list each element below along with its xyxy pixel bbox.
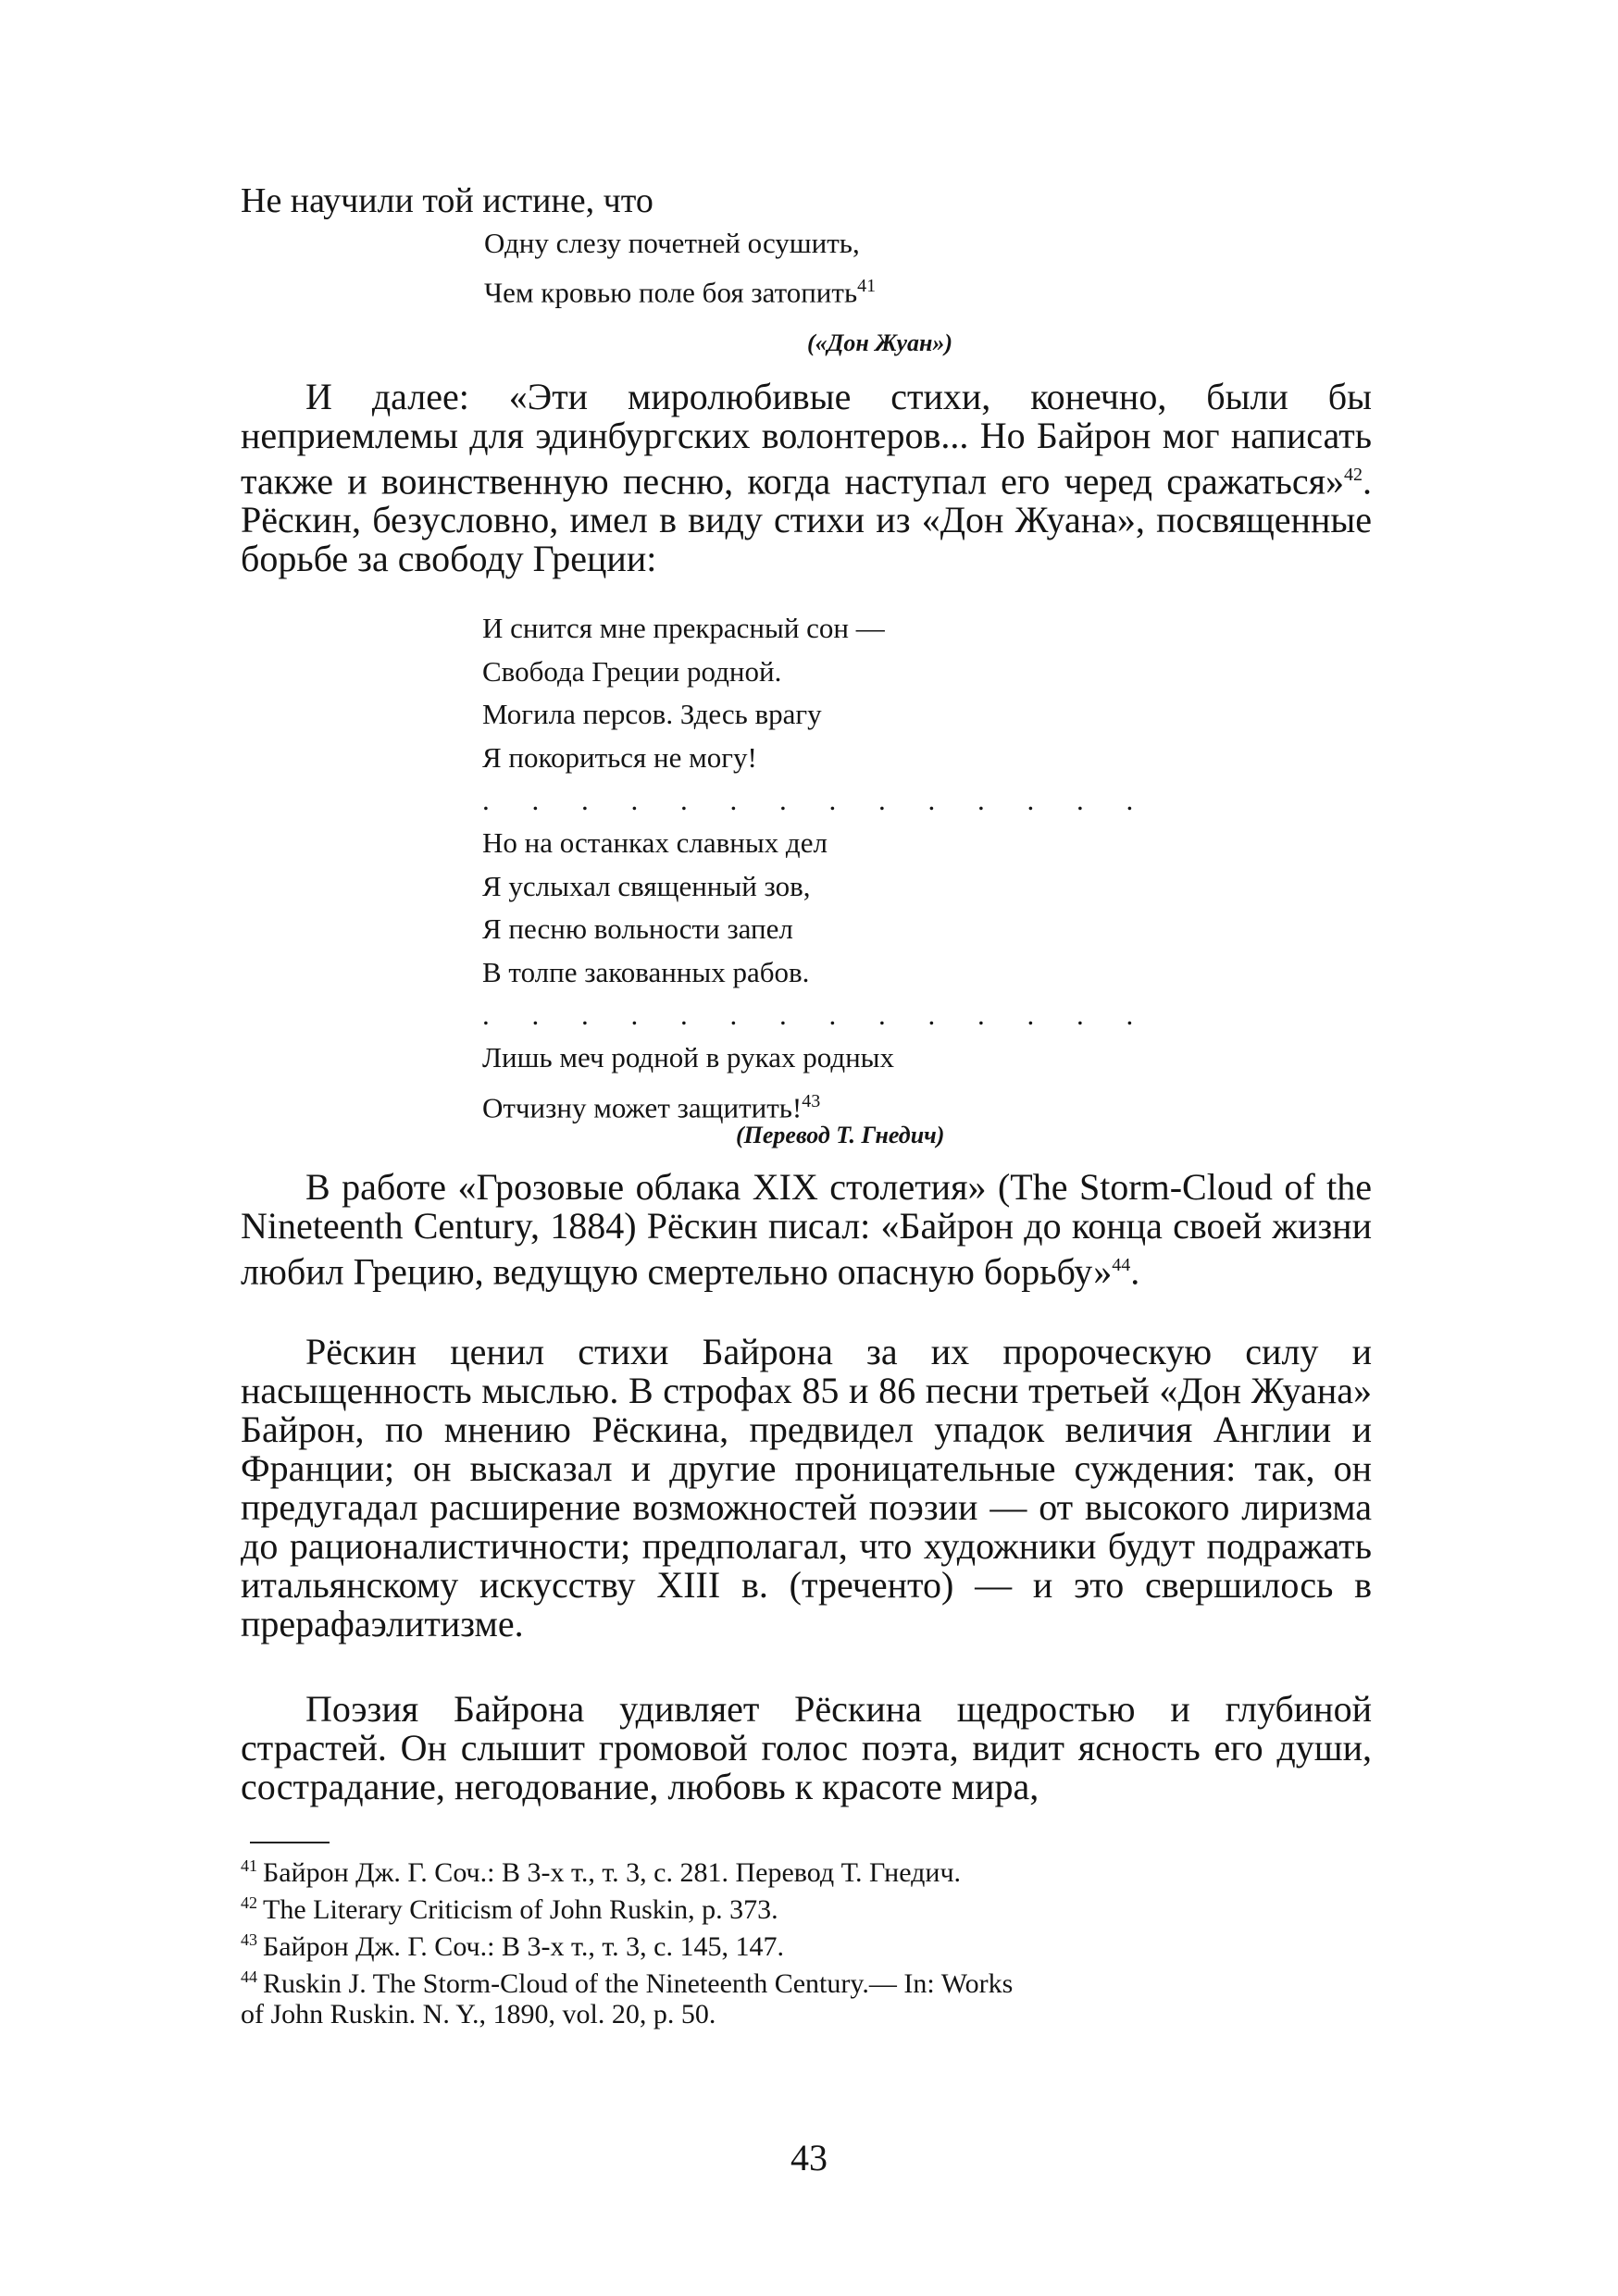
footnote-mark: 43 xyxy=(241,1930,257,1949)
footnote-ref: 42 xyxy=(1344,465,1363,485)
paragraph-4 xyxy=(241,1690,1372,1806)
verse-line: Свобода Греции родной. xyxy=(482,654,782,688)
footnote-item: $^{42}$ The Literary Criticism of John Ruskin, p. 373. xyxy=(241,1893,778,1925)
paragraph-3 xyxy=(241,1333,1372,1644)
footnote-mark: 42 xyxy=(241,1893,257,1912)
paragraph-text: И далее: «Эти миролюбивые стихи, конечно, были бы неприемлемы для эдинбургских волонтеров... Но Байрон мог написать также и воинственную песню, когда наступал его черед сражаться» xyxy=(241,376,1372,503)
footnote-ref: 43 xyxy=(802,1090,821,1111)
footnote-item: $^{41}$ Байрон Дж. Г. Соч.: В 3-х т., т. 3, с. 281. Перевод Т. Гнедич. xyxy=(241,1856,962,1888)
verse-line: Отчизну может защитить!$^{43}$ xyxy=(482,1090,821,1123)
paragraph-text: В работе «Грозовые облака XIX столетия» (The Storm-Cloud of the Nineteenth Century, 1884) Рёскин писал: «Байрон до конца своей жизни любил Грецию, ведущую смертельно опасную борьбу» xyxy=(241,1166,1372,1293)
verse-don-juan-1 xyxy=(484,222,876,314)
verse-ellipsis: . . . . . . . . . . . . . . xyxy=(482,784,1151,816)
page-number: 43 xyxy=(790,2137,828,2178)
verse-don-juan-2 xyxy=(482,607,1151,1129)
intro-line-block xyxy=(241,181,1372,220)
paragraph-1 xyxy=(241,378,1372,578)
footnote-item: $^{44}$ Ruskin J. The Storm-Cloud of the Nineteenth Century.— In: Works xyxy=(241,1967,1014,1999)
footnote-continuation: of John Ruskin. N. Y., 1890, vol. 20, p. 50. xyxy=(241,1999,716,2029)
verse-ellipsis: . . . . . . . . . . . . . . xyxy=(482,999,1151,1031)
verse-line: Я песню вольности запел xyxy=(482,912,793,945)
verse-line: Чем кровью поле боя затопить$^{41}$ xyxy=(484,276,877,309)
verse-line: Но на останках славных дел xyxy=(482,826,828,859)
verse-line: Могила персов. Здесь врагу xyxy=(482,698,822,730)
intro-line: Не научили той истине, что xyxy=(241,181,653,220)
verse-line: В толпе закованных рабов. xyxy=(482,955,810,988)
paragraph-2: В работе «Грозовые облака XIX столетия» (The Storm-Cloud of the Nineteenth Century, 1884) Рёскин писал: «Байрон до конца своей жизни любил Грецию, ведущую смертельно опасную борьбу»$^{44}$. xyxy=(241,1166,1372,1293)
footnote-mark: 41 xyxy=(241,1856,257,1875)
footnote-divider xyxy=(250,1842,330,1843)
footnote-mark: 44 xyxy=(241,1967,257,1986)
paragraph-text: Рёскин ценил стихи Байрона за их пророческую силу и насыщенность мыслью. В строфах 85 и 86 песни третьей «Дон Жуана» Байрон, по мнению Рёскина, предвидел упадок величия Англии и Франции; он высказал и другие проницательные суждения: так, он предугадал расширение возможностей поэзии — от высокого лиризма до рационалистичности; предполагал, что художники будут подражать итальянскому искусству XIII в. (треченто) — и это свершилось в прерафаэлитизме. xyxy=(241,1331,1372,1644)
footnote-ref: 44 xyxy=(1112,1255,1131,1275)
verse-line: Я покориться не могу! xyxy=(482,740,757,774)
verse-line: Я услыхал священный зов, xyxy=(482,869,811,902)
verse-line: И снится мне прекрасный сон — xyxy=(482,612,885,644)
verse-line: Одну слезу почетней осушить, xyxy=(484,227,860,259)
paragraph-text: . Рёскин, безусловно, имел в виду стихи из «Дон Жуана», посвященные борьбе за свободу Греции: xyxy=(241,460,1372,580)
footnotes xyxy=(241,1851,1372,2029)
paragraph-text: Поэзия Байрона удивляет Рёскина щедростью и глубиной страстей. Он слышит громовой голос поэта, видит ясность его души, сострадание, негодование, любовь к красоте мира, xyxy=(241,1688,1372,1807)
footnote-ref: 41 xyxy=(857,276,877,296)
footnote-item: $^{43}$ Байрон Дж. Г. Соч.: В 3-х т., т. 3, с. 145, 147. xyxy=(241,1930,784,1962)
verse-line: Лишь меч родной в руках родных xyxy=(482,1041,895,1074)
translation-attribution: (Перевод Т. Гнедич) xyxy=(736,1122,945,1148)
verse-source: («Дон Жуан») xyxy=(807,329,953,356)
